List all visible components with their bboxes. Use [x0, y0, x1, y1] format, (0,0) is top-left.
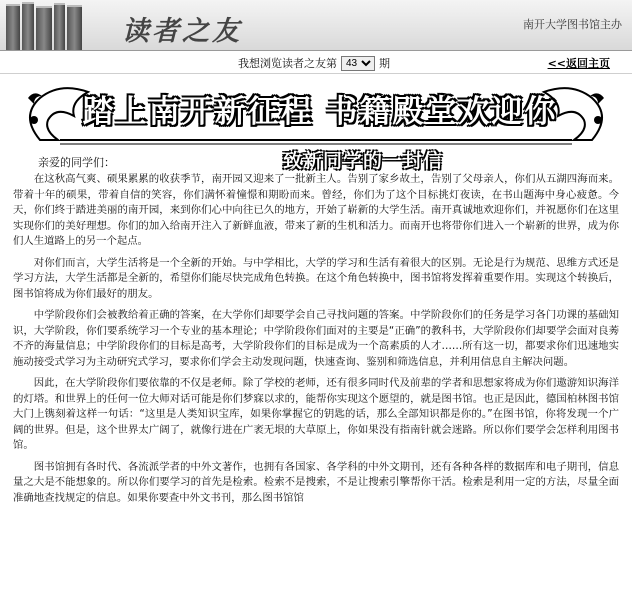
- back-home-link[interactable]: <<返回主页: [547, 57, 610, 70]
- letter-paragraph: 图书馆拥有各时代、各流派学者的中外文著作，也拥有各国家、各学科的中外文期刊，还有各种各样的数据库和电子期刊，信息量之大是不能想象的。所以你们要学习的首先是检索。检索不是搜索，不是让搜索引擎帮你干活。检索是利用一定的方法，尽量全面准确地查找规定的信息。如果你要查中外文书刊，那么图书馆馆: [13, 460, 619, 504]
- nav-bar: [0, 51, 632, 74]
- issue-suffix-label: 期: [379, 57, 390, 70]
- site-title: 读者之友: [122, 16, 242, 47]
- site-header: [0, 0, 632, 51]
- issue-prefix-label: 我想浏览读者之友第: [238, 57, 337, 70]
- letter-body: [0, 172, 632, 506]
- issue-dropdown[interactable]: [341, 56, 375, 71]
- letter-paragraph: 中学阶段你们会被教给着正确的答案，在大学你们却要学会自己寻找问题的答案。中学阶段你们的任务是学习各门功课的基础知识，大学阶段，你们要系统学习一个专业的基本理论；中学阶段你们面对的主要是“正确”的教科书，大学阶段你们却要学会面对良莠不齐的海量信息；中学阶段你们的目标是高考，大学阶段你们的目标是成为一个高素质的人才……所有这一切，都要求你们迅速地实施动接受式学习为主动研究式学习，要求你们学会主动发现问题，快速查询、鉴别和筛选信息，并利用信息自主解决问题。: [13, 309, 619, 368]
- letter-header: [0, 146, 632, 172]
- letter-salutation: 亲爱的同学们：: [38, 156, 115, 169]
- letter-paragraph: 在这秋高气爽、硕果累累的收获季节，南开园又迎来了一批新主人。告别了家乡故土，告别了父母亲人，你们从五湖四海而来。带着十年的硕果，带着自信的笑容，你们满怀着憧憬和期盼而来。曾经，你们为了这个目标挑灯夜读，在书山题海中身心疲惫。今天，你们终于踏进美丽的南开园，来到你们心中向往已久的地方，开始了崭新的大学生活。南开真诚地欢迎你们，并祝愿你们在这里实现你们的美好理想。你们的加入给南开注入了新鲜血液，带来了新的生机和活力。而南开也将带你们进入一个崭新的世界，成为你们人生道路上的另一个起点。: [13, 173, 619, 247]
- banner-title: 踏上南开新征程 书籍殿堂欢迎你: [82, 94, 558, 130]
- letter-paragraph: 对你们而言，大学生活将是一个全新的开始。与中学相比，大学的学习和生活有着很大的区别。无论是行为规范、思维方式还是学习方法，大学生活都是全新的，希望你们能尽快完成角色转换。在这个角色转换中，图书馆将发挥着重要作用。实现这个转换后，图书馆将成为你们最好的朋友。: [13, 256, 619, 300]
- letter-paragraph: 因此，在大学阶段你们要依靠的不仅是老师。除了学校的老师，还有很多同时代及前辈的学者和思想家将成为你们遨游知识海洋的灯塔。和世界上的任何一位大师对话可能是你们梦寐以求的，能帮你实现这个愿望的，就是图书馆。也正是因此，德国柏林图书馆大门上镌刻着这样一句话：“这里是人类知识宝库，如果你掌握它的钥匙的话，那么全部知识都是你的。”在图书馆，你将发现一个广阔的世界。但是，这个世界太广阔了，就像行进在广袤无垠的大草原上，你如果没有指南针就会迷路。所以你们要学会怎样利用图书馆。: [13, 377, 619, 451]
- welcome-banner: [0, 76, 632, 148]
- bookshelf-logo: [0, 0, 106, 50]
- site-subtitle: 南开大学图书馆主办: [523, 18, 622, 31]
- issue-selector: [238, 55, 390, 71]
- letter-title: 致新同学的一封信: [283, 150, 444, 172]
